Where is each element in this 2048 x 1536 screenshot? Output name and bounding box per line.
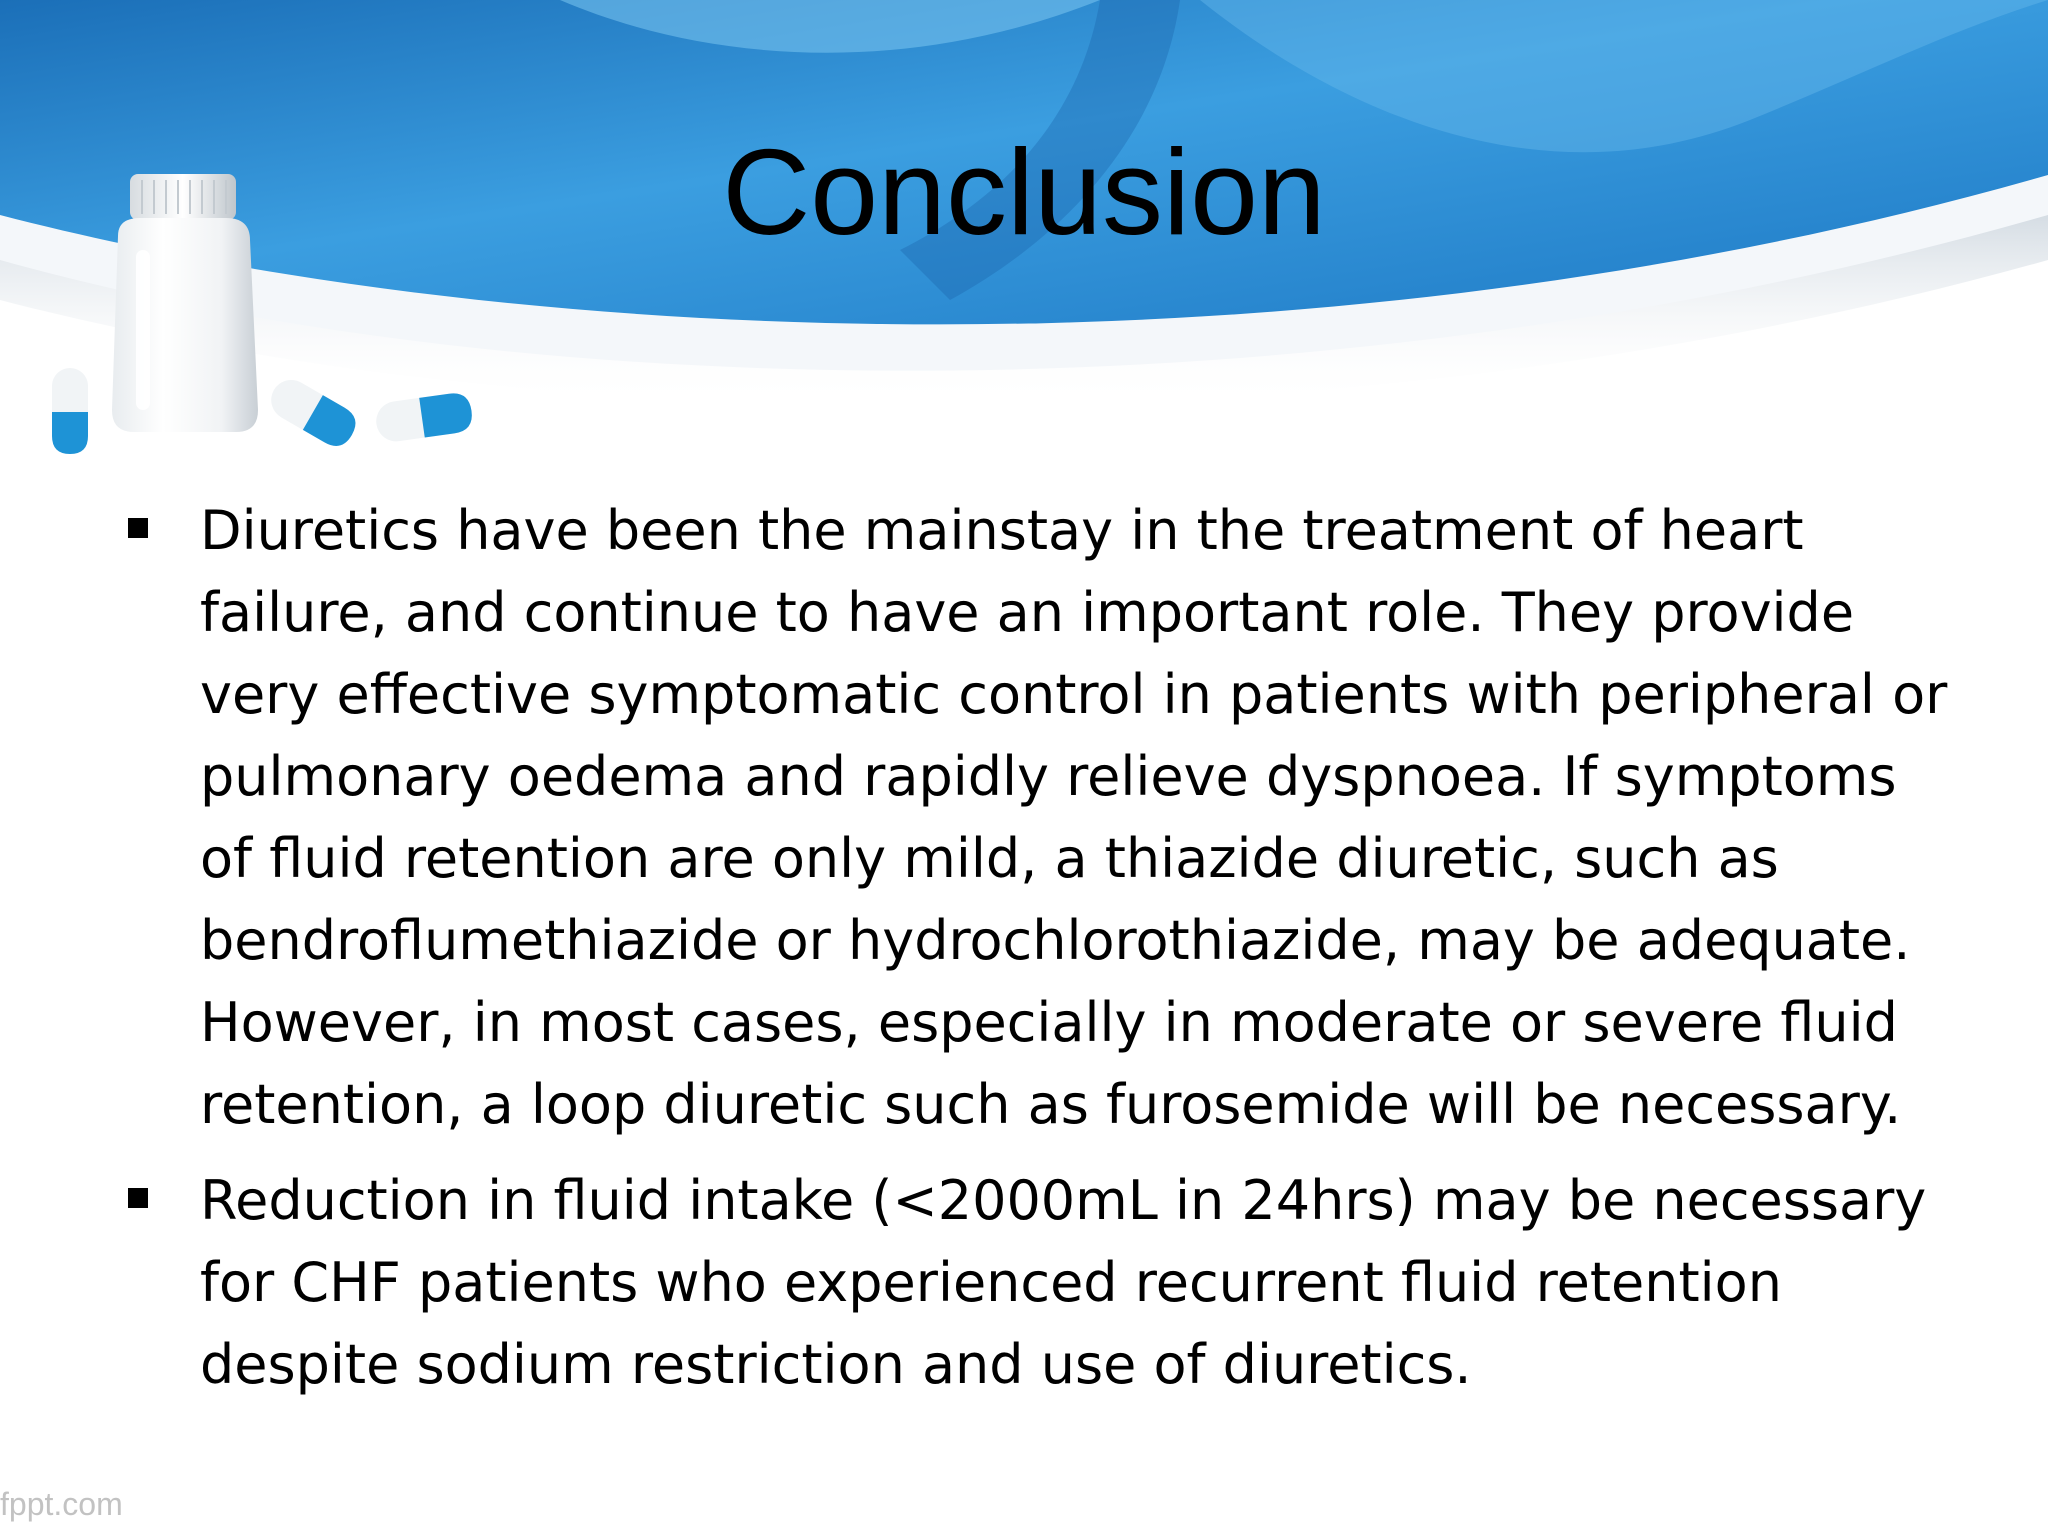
bullet-item xyxy=(120,1160,1950,1406)
bullet-text: Diuretics have been the mainstay in the treatment of heart failure, and continue to have an important role. They provide very effective symptomatic control in patients with peripheral or pulmonary oedema and rapidly relieve dyspnoea. If symptoms of fluid retention are only mild, a thiazide diuretic, such as bendroflumethiazide or hydrochlorothiazide, may be adequate. However, in most cases, especially in moderate or severe fluid retention, a loop diuretic such as furosemide will be necessary. xyxy=(200,499,1948,1136)
bullet-text: Reduction in fluid intake (<2000mL in 24hrs) may be necessary for CHF patients who experienced recurrent fluid retention despite sodium restriction and use of diuretics. xyxy=(200,1169,1927,1396)
bullet-item xyxy=(120,490,1950,1146)
capsule-lying-icon xyxy=(374,391,475,444)
capsule-standing-icon xyxy=(52,368,88,454)
footer-brand: fppt.com xyxy=(0,1486,123,1522)
bullet-list xyxy=(120,490,1950,1420)
capsule-tilted-icon xyxy=(264,373,362,453)
square-bullet-icon xyxy=(128,518,148,538)
slide-title: Conclusion xyxy=(722,124,1326,260)
square-bullet-icon xyxy=(128,1188,148,1208)
